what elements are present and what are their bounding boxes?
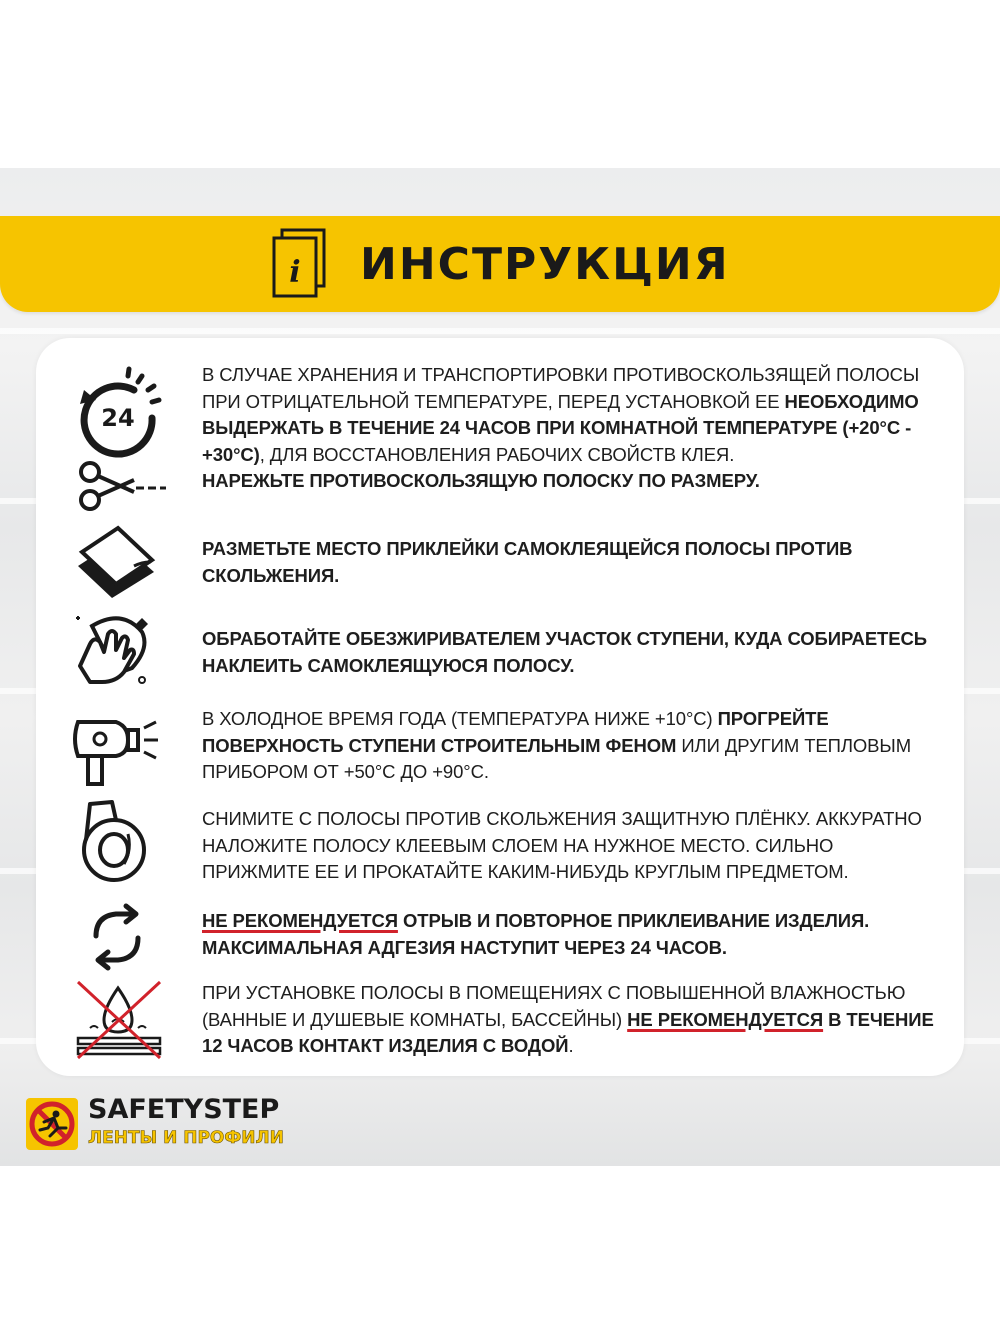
step-text-part: В ХОЛОДНОЕ ВРЕМЯ ГОДА (ТЕМПЕРАТУРА НИЖЕ +10°С): [202, 708, 718, 729]
step-text-part: , ДЛЯ ВОССТАНОВЛЕНИЯ РАБОЧИХ СВОЙСТВ КЛЕЯ.: [259, 443, 735, 465]
step-text-part: В ТЕЧЕНИЕ 12 ЧАСОВ КОНТАКТ ИЗДЕЛИЯ С ВОДОЙ: [202, 1008, 934, 1056]
step-text-part: ПРИ УСТАНОВКЕ ПОЛОСЫ В ПОМЕЩЕНИЯХ С ПОВЫШЕННОЙ ВЛАЖНОСТЬЮ (ВАННЫЕ И ДУШЕВЫЕ КОМНАТЫ, БАССЕЙНЫ): [202, 982, 906, 1030]
svg-text:i: i: [289, 255, 301, 290]
step-text: [202, 706, 942, 786]
instructions-card: [36, 338, 964, 1076]
adhesive-sheet-icon: [72, 522, 168, 618]
tape-roll-icon: [72, 798, 168, 894]
step-text-part: НЕОБХОДИМО ВЫДЕРЖАТЬ В ТЕЧЕНИЕ 24 ЧАСОВ ПРИ КОМНАТНОЙ ТЕМПЕРАТУРЕ (+20°С - +30°С): [202, 390, 919, 465]
svg-text:24: 24: [101, 404, 135, 432]
warning-text: НЕ РЕКОМЕНДУЕТСЯ: [202, 910, 398, 931]
step-text: [202, 536, 942, 589]
step-text-part: ПРОГРЕЙТЕ ПОВЕРХНОСТЬ СТУПЕНИ СТРОИТЕЛЬНЫМ ФЕНОМ: [202, 708, 829, 756]
step-text: [202, 980, 942, 1060]
step-text-part: НАРЕЖЬТЕ ПРОТИВОСКОЛЬЗЯЩУЮ ПОЛОСКУ ПО РАЗМЕРУ.: [202, 470, 760, 491]
hair-dryer-icon: [72, 712, 168, 808]
step-text-part: В СЛУЧАЕ ХРАНЕНИЯ И ТРАНСПОРТИРОВКИ ПРОТИВОСКОЛЬЗЯЩЕЙ ПОЛОСЫ ПРИ ОТРИЦАТЕЛЬНОЙ ТЕМПЕРАТУРЕ, ПЕРЕД УСТАНОВКОЙ ЕЕ: [202, 364, 920, 412]
brand-tagline: ЛЕНТЫ И ПРОФИЛИ: [88, 1128, 284, 1148]
step-text: [202, 468, 942, 495]
step-text-part: РАЗМЕТЬТЕ МЕСТО ПРИКЛЕЙКИ САМОКЛЕЯЩЕЙСЯ ПОЛОСЫ ПРОТИВ СКОЛЬЖЕНИЯ.: [202, 538, 853, 586]
step-text-part: СНИМИТЕ С ПОЛОСЫ ПРОТИВ СКОЛЬЖЕНИЯ ЗАЩИТНУЮ ПЛЁНКУ. АККУРАТНО НАЛОЖИТЕ ПОЛОСУ КЛЕЕВЫМ СЛОЕМ НА НУЖНОЕ МЕСТО. СИЛЬНО ПРИЖМИТЕ ЕЕ И ПРОКАТАЙТЕ КАКИМ-НИБУДЬ КРУГЛЫМ ПРЕДМЕТОМ.: [202, 808, 922, 882]
cleaning-hand-icon: [72, 608, 168, 704]
no-water-icon: [72, 978, 168, 1074]
warning-text: НЕ РЕКОМЕНДУЕТСЯ: [627, 1008, 824, 1030]
24-hours-clock-icon: [72, 364, 168, 460]
brand-name: SAFETYSTEP: [88, 1094, 280, 1125]
step-text-part: ОТРЫВ И ПОВТОРНОЕ ПРИКЛЕИВАНИЕ ИЗДЕЛИЯ. МАКСИМАЛЬНАЯ АДГЕЗИЯ НАСТУПИТ ЧЕРЕЗ 24 ЧАСОВ.: [202, 910, 870, 958]
step-text-part: ОБРАБОТАЙТЕ ОБЕЗЖИРИВАТЕЛЕМ УЧАСТОК СТУПЕНИ, КУДА СОБИРАЕТЕСЬ НАКЛЕИТЬ САМОКЛЕЯЩУЮСЯ ПОЛОСУ.: [202, 628, 927, 676]
step-text: [202, 626, 942, 679]
info-document-icon: [270, 228, 328, 300]
page-title: ИНСТРУКЦИЯ: [360, 238, 730, 290]
step-text: [202, 908, 942, 961]
step-text: [202, 806, 942, 886]
step-text-part: ИЛИ ДРУГИМ ТЕПЛОВЫМ ПРИБОРОМ ОТ +50°С ДО +90°С.: [202, 734, 912, 782]
instruction-panel: [0, 168, 1000, 1166]
no-slip-sign-icon: [26, 1098, 78, 1150]
title-banner: [0, 216, 1000, 312]
step-text-part: .: [568, 1035, 574, 1056]
brand-logo: [26, 1094, 316, 1154]
step-text: [202, 362, 942, 468]
